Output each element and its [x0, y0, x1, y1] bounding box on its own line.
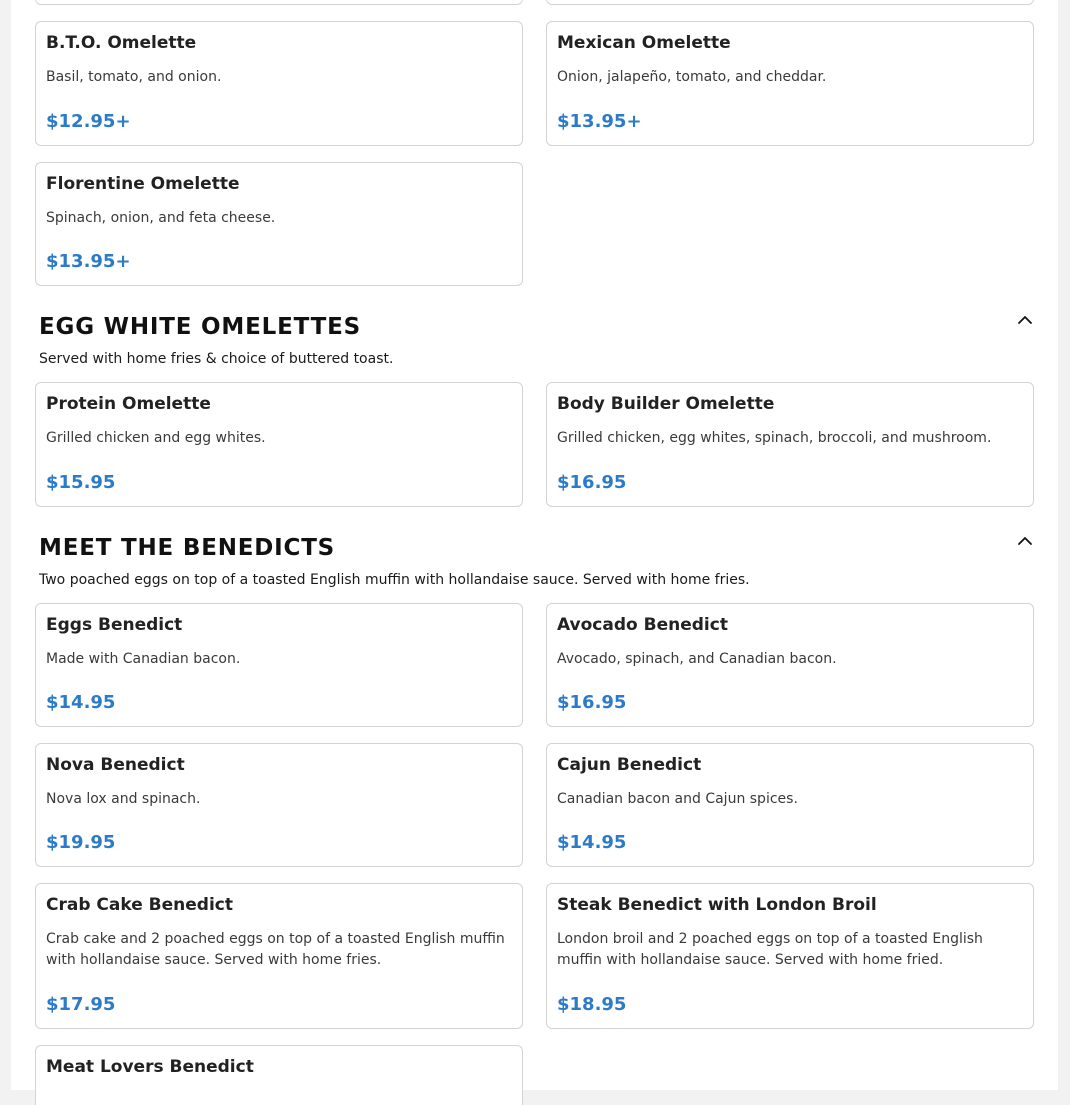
- menu-item-description: Grilled chicken and egg whites.: [46, 430, 266, 446]
- menu-item-description: Basil, tomato, and onion.: [46, 69, 222, 85]
- menu-item-name: Mexican Omelette: [557, 33, 731, 53]
- menu-item-name: Florentine Omelette: [46, 174, 240, 194]
- menu-item-price: $16.95: [557, 692, 627, 713]
- menu-item-description: Onion, jalapeño, tomato, and cheddar.: [557, 69, 827, 85]
- menu-item-name: Steak Benedict with London Broil: [557, 895, 877, 915]
- menu-item-price: $14.95: [46, 692, 116, 713]
- menu-item-price: $13.95+: [557, 111, 642, 132]
- menu-item-card-partial[interactable]: [546, 0, 1034, 5]
- menu-item-card[interactable]: [35, 603, 523, 727]
- menu-item-price: $14.95: [557, 832, 627, 853]
- chevron-up-icon[interactable]: [1015, 531, 1035, 551]
- menu-item-price: $17.95: [46, 994, 116, 1015]
- menu-item-name: Nova Benedict: [46, 755, 185, 775]
- menu-item-card[interactable]: [546, 21, 1034, 146]
- chevron-up-icon[interactable]: [1015, 310, 1035, 330]
- menu-item-price: $13.95+: [46, 251, 131, 272]
- menu-item-price: $18.95: [557, 994, 627, 1015]
- menu-item-name: B.T.O. Omelette: [46, 33, 197, 53]
- menu-item-name: Avocado Benedict: [557, 615, 728, 635]
- menu-item-price: $15.95: [46, 472, 116, 493]
- section-title-benedicts: MEET THE BENEDICTS: [39, 535, 336, 561]
- menu-item-description: London broil and 2 poached eggs on top of a toasted English muffin with hollandaise sauce. Served with home fried.: [557, 931, 983, 968]
- menu-item-description: Avocado, spinach, and Canadian bacon.: [557, 651, 837, 667]
- menu-item-name: Body Builder Omelette: [557, 394, 775, 414]
- menu-item-description: Nova lox and spinach.: [46, 791, 201, 807]
- section-subtitle: Served with home fries & choice of buttered toast.: [39, 351, 394, 367]
- section-subtitle: Two poached eggs on top of a toasted English muffin with hollandaise sauce. Served with home fries.: [39, 572, 750, 588]
- menu-item-card[interactable]: [35, 21, 523, 146]
- menu-item-name: Crab Cake Benedict: [46, 895, 233, 915]
- menu-item-card[interactable]: [546, 743, 1034, 867]
- menu-item-description: Crab cake and 2 poached eggs on top of a toasted English muffin with hollandaise sauce. Served with home fries.: [46, 931, 505, 968]
- menu-item-card[interactable]: [35, 743, 523, 867]
- menu-item-card[interactable]: [35, 1045, 523, 1105]
- menu-item-name: Eggs Benedict: [46, 615, 183, 635]
- menu-item-description: Spinach, onion, and feta cheese.: [46, 210, 276, 226]
- menu-item-card[interactable]: [546, 603, 1034, 727]
- section-title-egg-white-omelettes: EGG WHITE OMELETTES: [39, 314, 361, 340]
- menu-item-description: Canadian bacon and Cajun spices.: [557, 791, 798, 807]
- menu-item-name: Meat Lovers Benedict: [46, 1057, 254, 1077]
- menu-item-card[interactable]: [35, 382, 523, 507]
- menu-item-description: Made with Canadian bacon.: [46, 651, 241, 667]
- menu-item-price: $19.95: [46, 832, 116, 853]
- menu-item-price: $16.95: [557, 472, 627, 493]
- menu-page: [11, 0, 1058, 1090]
- menu-item-card[interactable]: [546, 382, 1034, 507]
- menu-item-card[interactable]: [35, 883, 523, 1029]
- menu-item-price: $12.95+: [46, 111, 131, 132]
- menu-item-card[interactable]: [35, 162, 523, 286]
- menu-item-card[interactable]: [546, 883, 1034, 1029]
- menu-item-description: Grilled chicken, egg whites, spinach, broccoli, and mushroom.: [557, 430, 992, 446]
- menu-item-name: Protein Omelette: [46, 394, 211, 414]
- menu-item-name: Cajun Benedict: [557, 755, 702, 775]
- menu-item-card-partial[interactable]: [35, 0, 523, 5]
